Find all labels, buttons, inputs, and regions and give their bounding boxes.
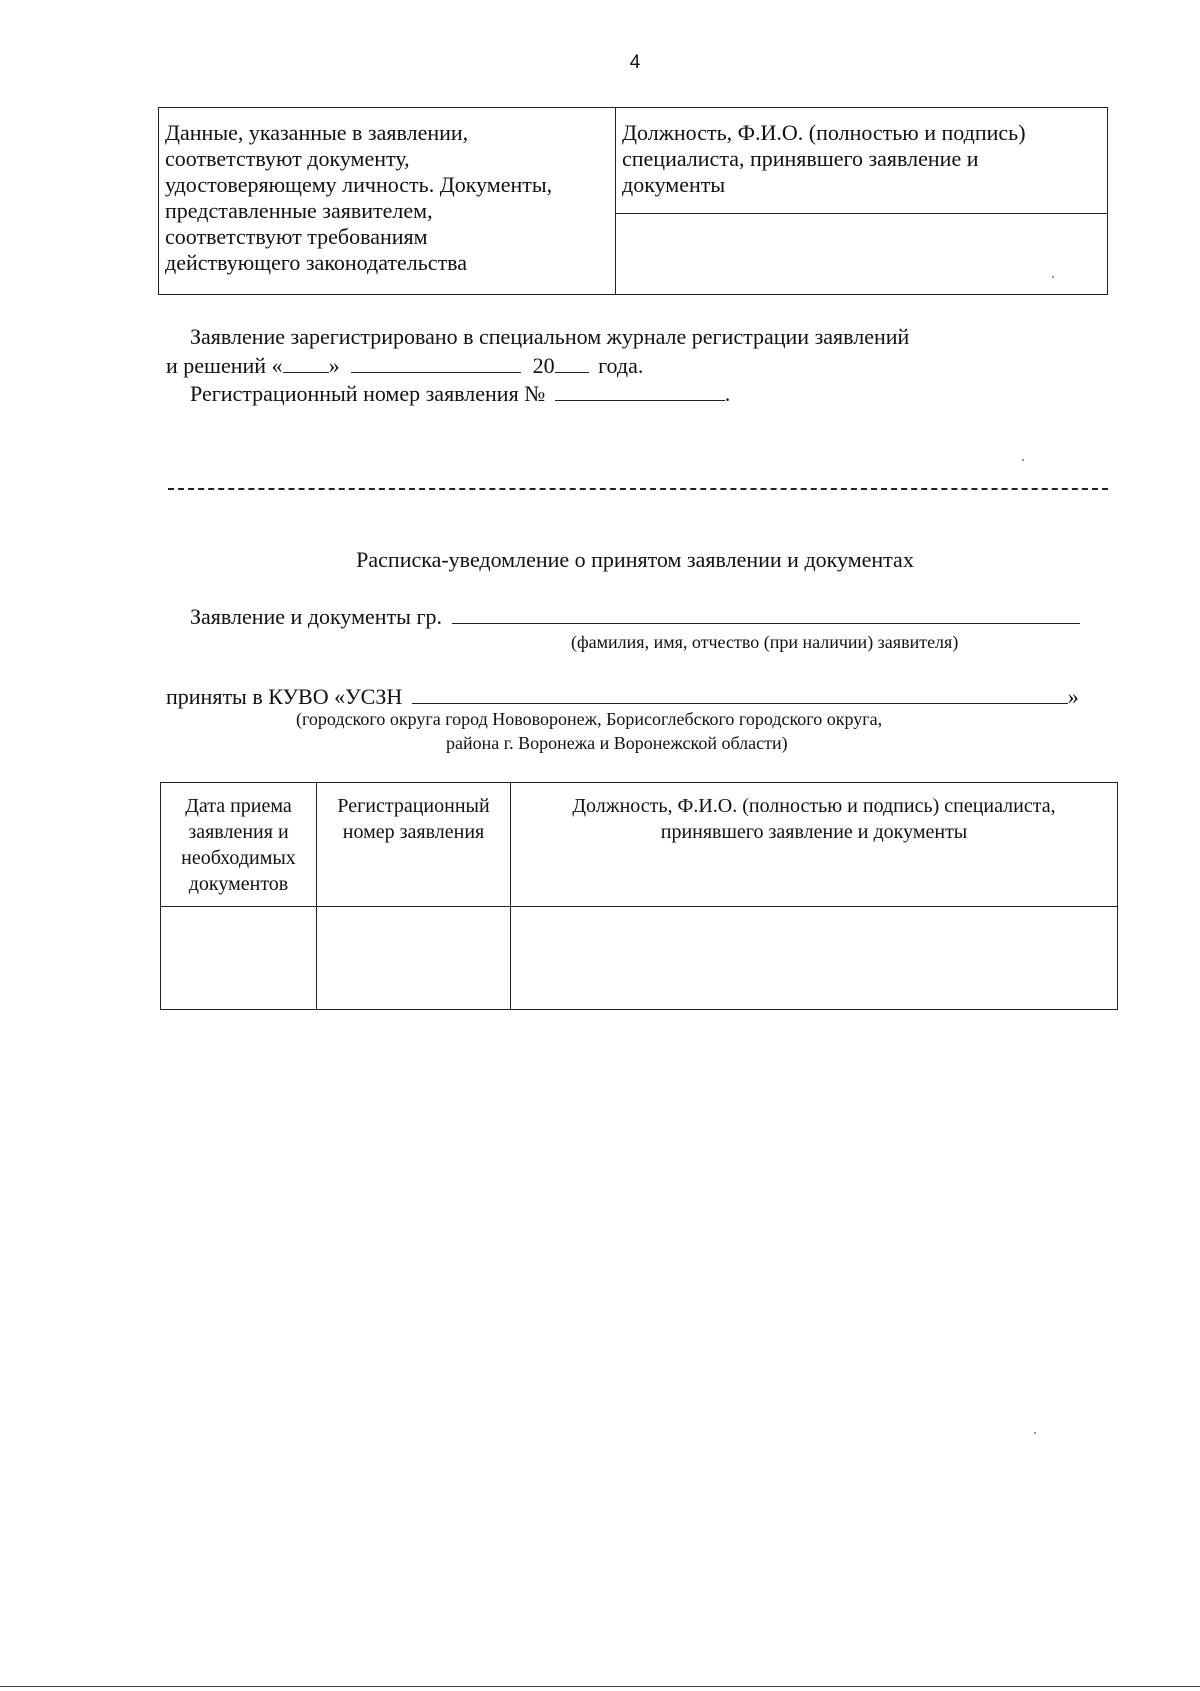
statement-line: соответствуют требованиям xyxy=(165,224,428,249)
accepted-label: приняты в КУВО «УСЗН xyxy=(166,684,403,709)
accepted-quote-close: » xyxy=(1067,684,1079,709)
year-prefix: 20 xyxy=(532,353,555,378)
page-number: 4 xyxy=(629,52,641,73)
statement-line: представленные заявителем, xyxy=(165,198,433,223)
statement-line: Данные, указанные в заявлении, xyxy=(165,120,469,145)
reg-number-header-line: Регистрационный xyxy=(337,795,490,817)
applicant-name-blank[interactable] xyxy=(452,603,1080,624)
scan-speck xyxy=(1034,1432,1036,1434)
specialist-header-cell xyxy=(616,108,1107,214)
statement-line: действующего законодательства xyxy=(165,250,468,275)
date-header-line: заявления и xyxy=(188,821,289,843)
registration-line-3 xyxy=(190,380,730,407)
verification-statement-cell xyxy=(159,108,616,294)
date-input-cell[interactable] xyxy=(161,907,317,1009)
agency-caption-2: района г. Воронежа и Воронежской области) xyxy=(446,733,788,753)
agency-blank[interactable] xyxy=(412,683,1068,704)
month-blank[interactable] xyxy=(351,352,521,373)
statement-line: соответствуют документу, xyxy=(165,146,410,171)
specialist-column-header xyxy=(511,793,1117,845)
scan-speck xyxy=(1022,459,1024,461)
year-word: года. xyxy=(598,353,644,378)
date-header-line: Дата приема xyxy=(185,795,292,817)
specialist-column-header-line: Должность, Ф.И.О. (полностью и подпись) специалиста, xyxy=(572,795,1056,817)
specialist-header-line: специалиста, принявшего заявление и xyxy=(622,146,979,171)
registration-decisions-label: и решений « xyxy=(166,353,283,378)
quote-close: » xyxy=(328,353,340,378)
specialist-column-header-line: принявшего заявление и документы xyxy=(660,821,968,843)
date-header-line: необходимых xyxy=(181,847,296,869)
receipt-table xyxy=(160,782,1118,1010)
day-blank[interactable] xyxy=(283,352,329,373)
specialist-header-line: Должность, Ф.И.О. (полностью и подпись) xyxy=(622,120,1026,145)
applicant-label: Заявление и документы гр. xyxy=(190,604,442,629)
period: . xyxy=(724,381,731,406)
receipt-title: Расписка-уведомление о принятом заявлении и документах xyxy=(356,547,914,572)
applicant-caption: (фамилия, имя, отчество (при наличии) заявителя) xyxy=(571,632,959,652)
applicant-line xyxy=(190,603,1080,630)
accepted-line xyxy=(166,683,1079,710)
statement-line: удостоверяющему личность. Документы, xyxy=(165,172,553,197)
reg-number-header-line: номер заявления xyxy=(342,821,485,843)
bottom-rule xyxy=(0,1686,1200,1687)
specialist-header-line: документы xyxy=(622,172,726,197)
cut-line xyxy=(168,488,1108,490)
registration-number-blank[interactable] xyxy=(555,380,725,401)
registration-line-1: Заявление зарегистрировано в специальном журнале регистрации заявлений xyxy=(190,324,910,349)
specialist-signature-cell[interactable] xyxy=(616,214,1107,294)
reg-number-input-cell[interactable] xyxy=(317,907,511,1009)
agency-caption-1: (городского округа город Нововоронеж, Борисоглебского городского округа, xyxy=(296,709,883,729)
year-blank[interactable] xyxy=(555,352,589,373)
date-header-line: документов xyxy=(188,873,289,895)
registration-number-label: Регистрационный номер заявления № xyxy=(190,381,546,406)
scan-speck xyxy=(1052,276,1054,278)
specialist-input-cell[interactable] xyxy=(511,907,1117,1009)
registration-line-2 xyxy=(166,352,643,379)
verification-table xyxy=(158,107,1108,295)
